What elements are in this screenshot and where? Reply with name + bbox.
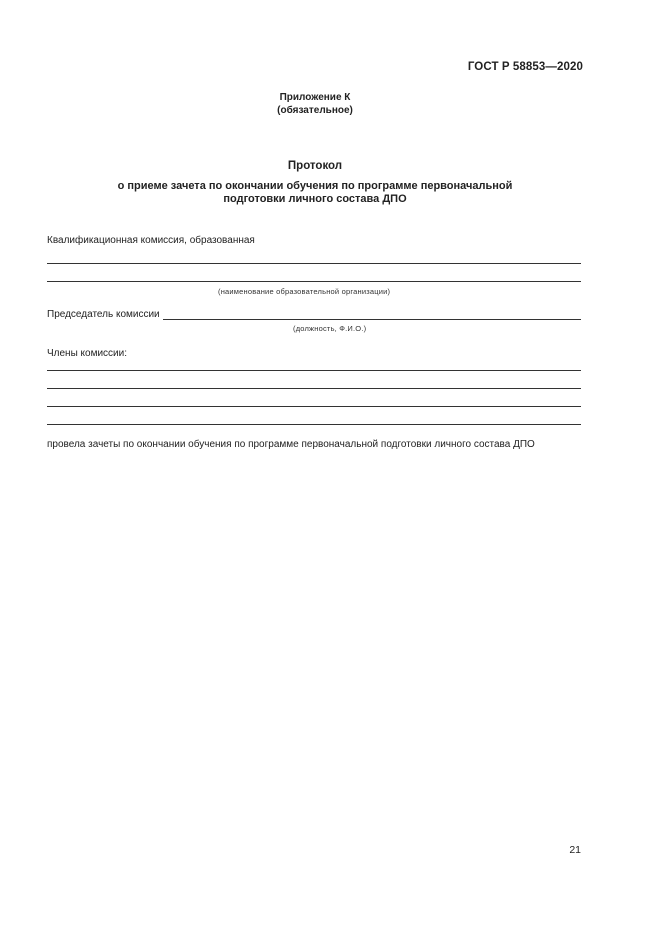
members-line-3[interactable] <box>47 406 581 407</box>
organization-hint: (наименование образовательной организации) <box>218 287 391 296</box>
protocol-title: Протокол <box>287 160 343 172</box>
annex-status: (обязательное) <box>277 105 353 116</box>
protocol-subtitle-line-2: подготовки личного состава ДПО <box>223 193 407 205</box>
members-line-4[interactable] <box>47 424 581 425</box>
organization-line-1[interactable] <box>47 263 581 264</box>
members-line-1[interactable] <box>47 370 581 371</box>
chairman-line[interactable] <box>163 319 581 320</box>
members-label: Члены комиссии: <box>47 348 128 359</box>
commission-label: Квалификационная комиссия, образованная <box>47 235 255 246</box>
page-number: 21 <box>569 844 581 856</box>
chairman-hint: (должность, Ф.И.О.) <box>293 324 367 333</box>
chairman-label: Председатель комиссии <box>47 309 160 320</box>
organization-line-2[interactable] <box>47 281 581 282</box>
standard-code: ГОСТ Р 58853—2020 <box>467 61 583 73</box>
annex-title: Приложение К <box>279 92 351 103</box>
members-line-2[interactable] <box>47 388 581 389</box>
protocol-subtitle-line-1: о приеме зачета по окончании обучения по программе первоначальной <box>117 180 513 192</box>
conclusion-text: провела зачеты по окончании обучения по программе первоначальной подготовки личного состава ДПО <box>47 439 535 450</box>
